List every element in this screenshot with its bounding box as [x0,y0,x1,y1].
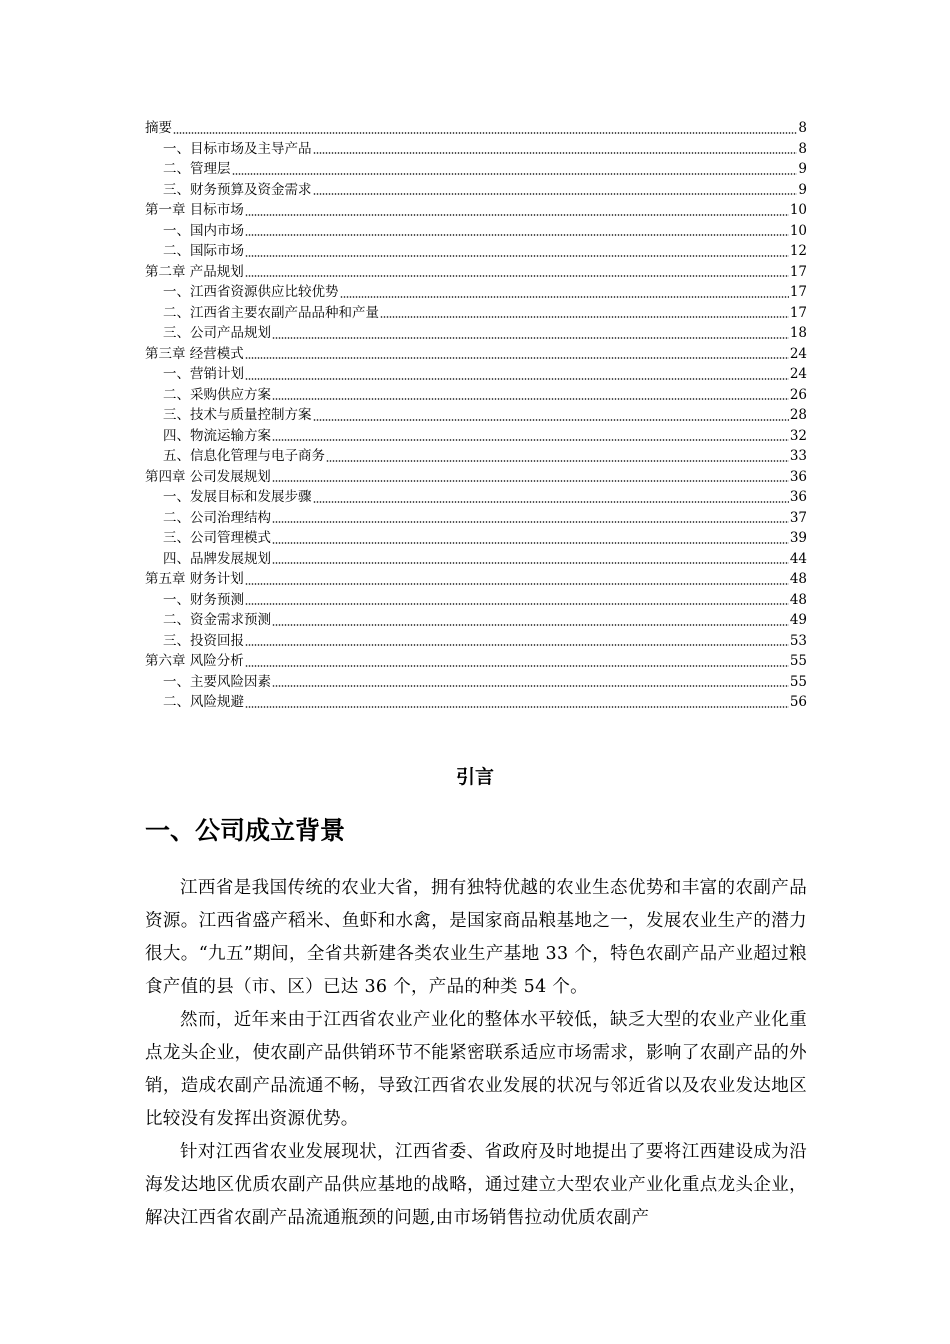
toc-leader-dots [313,501,789,503]
toc-entry-page: 12 [789,243,807,259]
body-text [145,872,807,1235]
toc-entry-page: 10 [789,222,807,239]
toc-leader-dots [380,316,789,318]
toc-entry[interactable] [145,262,807,283]
toc-entry-title: 一、江西省资源供应比较优势 [163,284,339,300]
toc-entry-title: 摘要 [145,120,172,136]
toc-entry[interactable] [145,651,807,672]
toc-entry-title: 一、发展目标和发展步骤 [163,489,312,505]
toc-entry-page: 24 [789,366,807,382]
toc-entry-page: 48 [789,571,807,587]
toc-leader-dots [272,685,789,687]
toc-leader-dots [272,398,789,400]
toc-entry[interactable] [145,180,807,201]
toc-entry[interactable] [145,692,807,713]
toc-entry-page: 8 [798,140,807,157]
toc-leader-dots [245,706,789,708]
toc-entry-title: 四、品牌发展规划 [163,550,271,567]
toc-entry[interactable] [145,549,807,570]
toc-entry-page: 32 [789,427,807,444]
toc-entry-title: 五、信息化管理与电子商务 [163,448,325,464]
table-of-contents [145,118,807,713]
toc-entry[interactable] [145,569,807,590]
toc-entry[interactable] [145,487,807,508]
toc-entry[interactable] [145,303,807,324]
toc-entry-title: 一、财务预测 [163,591,244,608]
toc-leader-dots [313,419,789,421]
toc-leader-dots [272,480,789,482]
toc-entry-page: 55 [789,673,807,690]
toc-leader-dots [272,624,789,626]
toc-leader-dots [272,439,789,441]
toc-entry-page: 49 [789,612,807,628]
toc-entry[interactable] [145,282,807,303]
toc-entry[interactable] [145,610,807,631]
toc-entry-title: 一、营销计划 [163,366,244,382]
toc-entry-title: 第二章 产品规划 [145,263,244,280]
toc-leader-dots [245,357,789,359]
toc-entry-title: 一、国内市场 [163,222,244,239]
toc-entry-title: 第六章 风险分析 [145,653,244,669]
toc-entry[interactable] [145,631,807,652]
toc-entry-page: 10 [789,202,807,218]
toc-leader-dots [272,542,789,544]
toc-entry-page: 55 [789,653,807,669]
toc-entry-page: 17 [789,284,807,300]
toc-entry[interactable] [145,446,807,467]
toc-entry-title: 二、公司治理结构 [163,509,271,526]
toc-entry-title: 三、投资回报 [163,632,244,649]
toc-entry-title: 二、资金需求预测 [163,612,271,628]
toc-entry-page: 36 [789,489,807,505]
toc-entry-page: 28 [789,407,807,423]
toc-entry-title: 第四章 公司发展规划 [145,468,271,485]
toc-entry-page: 56 [789,694,807,710]
toc-entry-title: 二、采购供应方案 [163,386,271,403]
toc-leader-dots [272,337,789,339]
toc-entry-page: 37 [789,509,807,526]
toc-entry[interactable] [145,426,807,447]
toc-entry-page: 9 [798,181,807,198]
paragraph: 针对江西省农业发展现状，江西省委、省政府及时地提出了要将江西建设成为沿海发达地区优质农副产品供应基地的战略，通过建立大型农业产业化重点龙头企业，解决江西省农副产品流通瓶颈的问题,由市场销售拉动优质农副产 [145,1142,807,1228]
toc-entry-page: 26 [789,386,807,403]
toc-entry[interactable] [145,508,807,529]
toc-entry-page: 53 [789,632,807,649]
toc-entry-title: 一、目标市场及主导产品 [163,140,312,157]
intro-heading: 引言 [455,766,494,788]
toc-leader-dots [245,665,789,667]
toc-leader-dots [340,296,789,298]
toc-entry-title: 第五章 财务计划 [145,571,244,587]
paragraph: 江西省是我国传统的农业大省，拥有独特优越的农业生态优势和丰富的农副产品资源。江西省盛产稻米、鱼虾和水禽，是国家商品粮基地之一，发展农业生产的潜力很大。“九五”期间，全省共新建各类农业生产基地 33 个，特色农副产品产业超过粮食产值的县（市、区）已达 36 个，产品的种类 54 个。 [145,878,807,997]
toc-entry-page: 17 [789,263,807,280]
toc-entry-page: 17 [789,304,807,321]
toc-entry-title: 二、管理层 [163,161,231,177]
toc-leader-dots [173,132,797,134]
toc-entry-page: 44 [789,550,807,567]
toc-entry-title: 二、江西省主要农副产品品种和产量 [163,304,379,321]
paragraph: 然而，近年来由于江西省农业产业化的整体水平较低，缺乏大型的农业产业化重点龙头企业，使农副产品供销环节不能紧密联系适应市场需求，影响了农副产品的外销，造成农副产品流通不畅，导致江西省农业发展的状况与邻近省以及农业发达地区比较没有发挥出资源优势。 [145,1010,807,1129]
toc-entry-page: 36 [789,468,807,485]
toc-entry-title: 三、公司产品规划 [163,325,271,341]
toc-entry-page: 8 [798,120,807,136]
toc-entry[interactable] [145,200,807,221]
toc-entry[interactable] [145,139,807,160]
toc-entry-page: 39 [789,530,807,546]
toc-entry[interactable] [145,344,807,365]
toc-leader-dots [272,521,789,523]
toc-leader-dots [313,152,798,154]
toc-leader-dots [313,193,798,195]
toc-entry-page: 33 [789,448,807,464]
section-title: 一、公司成立背景 [145,816,346,845]
toc-entry-title: 三、财务预算及资金需求 [163,181,312,198]
toc-entry-title: 第三章 经营模式 [145,345,244,362]
toc-entry-page: 9 [798,161,807,177]
toc-leader-dots [245,644,789,646]
toc-leader-dots [245,603,789,605]
toc-leader-dots [326,460,789,462]
toc-entry-page: 48 [789,591,807,608]
toc-entry[interactable] [145,159,807,180]
toc-entry-title: 四、物流运输方案 [163,427,271,444]
toc-entry-title: 二、国际市场 [163,243,244,259]
toc-entry-title: 一、主要风险因素 [163,673,271,690]
toc-entry[interactable] [145,467,807,488]
toc-entry-page: 18 [789,325,807,341]
toc-entry[interactable] [145,528,807,549]
toc-leader-dots [245,255,789,257]
toc-leader-dots [245,234,789,236]
toc-entry[interactable] [145,385,807,406]
toc-entry-page: 24 [789,345,807,362]
toc-leader-dots [232,173,798,175]
toc-leader-dots [245,275,789,277]
toc-entry[interactable] [145,405,807,426]
toc-entry-title: 三、公司管理模式 [163,530,271,546]
toc-entry-title: 第一章 目标市场 [145,202,244,218]
toc-entry[interactable] [145,221,807,242]
toc-entry-title: 三、技术与质量控制方案 [163,407,312,423]
toc-entry[interactable] [145,323,807,344]
toc-entry[interactable] [145,672,807,693]
toc-entry[interactable] [145,590,807,611]
toc-leader-dots [245,583,789,585]
toc-leader-dots [272,562,789,564]
toc-entry[interactable] [145,118,807,139]
toc-leader-dots [245,214,789,216]
toc-leader-dots [245,378,789,380]
toc-entry[interactable] [145,241,807,262]
toc-entry[interactable] [145,364,807,385]
toc-entry-title: 二、风险规避 [163,694,244,710]
